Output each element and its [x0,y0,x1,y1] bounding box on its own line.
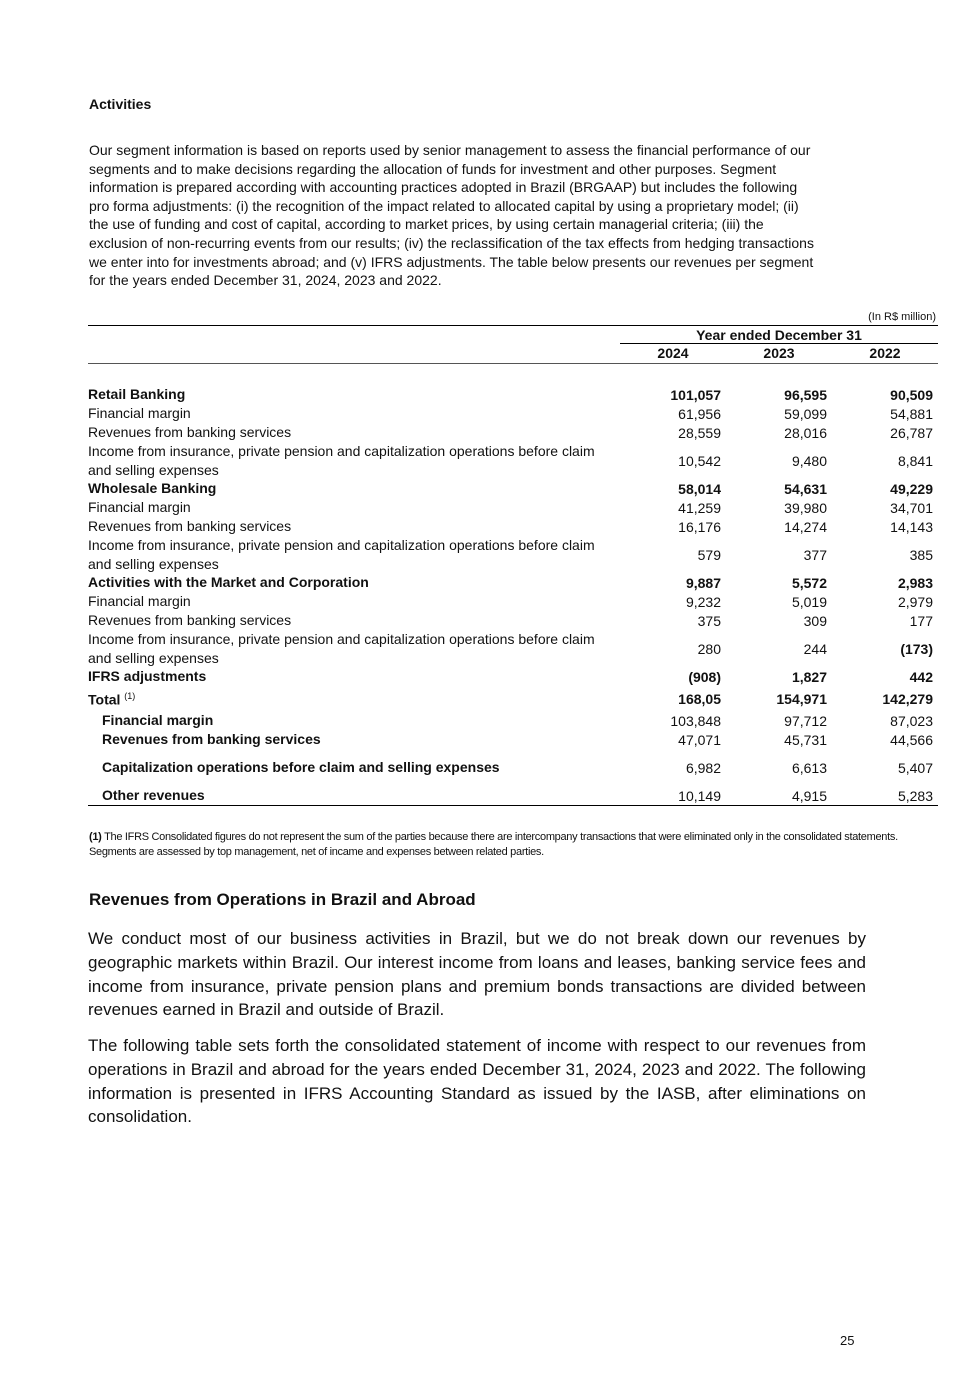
row-label-text: Income from insurance, private pension and capitalization operations before claim and selling expenses [88,443,595,478]
footnote-marker: (1) [89,831,102,843]
table-row [88,749,938,786]
cell-2023: 28,016 [784,424,827,441]
cell-2023: 97,712 [784,712,827,729]
cell-2023: 244 [803,640,827,657]
table-row [88,423,938,442]
row-label [88,385,620,404]
cell-2023: 54,631 [784,480,827,497]
row-label-text: Financial margin [88,405,191,422]
row-label-text: Income from insurance, private pension and capitalization operations before claim and selling expenses [88,631,595,666]
row-label [88,630,620,667]
cell-2023: 14,274 [784,518,827,535]
cell-2023: 9,480 [791,452,827,469]
section-heading: Activities [89,96,152,112]
cell-2023: 4,915 [791,787,827,804]
cell-2024: 41,259 [678,499,721,516]
row-label [88,687,620,709]
cell-2024: (908) [688,668,721,685]
cell-2024: 6,982 [685,759,721,776]
year-group-header: Year ended December 31 [620,326,938,344]
cell-2024: 168,05 [678,690,721,707]
cell-2022: 54,881 [890,405,933,422]
unit-label: (In R$ million) [868,311,936,323]
row-label-text: Financial margin [88,499,191,516]
table-row [88,786,938,805]
cell-2023: 154,971 [776,690,827,707]
table-row [88,536,938,573]
row-label-text: Revenues from banking services [88,518,292,535]
cell-2022: 34,701 [890,499,933,516]
cell-2023: 5,572 [791,574,827,591]
table-body [88,385,938,805]
cell-2024: 103,848 [670,712,721,729]
table-row [88,686,938,711]
table-row [88,573,938,592]
table-row [88,517,938,536]
row-label [88,573,620,592]
cell-2024: 58,014 [678,480,721,497]
cell-2023: 59,099 [784,405,827,422]
cell-2022: 142,279 [882,690,933,707]
row-label-text: Capitalization operations before claim and selling expenses [102,759,500,776]
cell-2022: 87,023 [890,712,933,729]
table-row [88,404,938,423]
row-label [88,479,620,498]
row-label-text: Revenues from banking services [88,612,292,629]
cell-2024: 101,057 [670,386,721,403]
row-label [88,423,620,442]
cell-2022: 2,983 [897,574,933,591]
cell-2024: 9,887 [685,574,721,591]
cell-2022: 14,143 [890,518,933,535]
row-label-text: Other revenues [102,787,205,804]
section-title: Revenues from Operations in Brazil and Abroad [89,890,476,909]
cell-2022: 5,283 [897,787,933,804]
table-row [88,667,938,686]
table-row [88,385,938,404]
row-label-text: Wholesale Banking [88,480,217,497]
row-label [88,730,620,749]
cell-2022: 26,787 [890,424,933,441]
cell-2024: 61,956 [678,405,721,422]
body-paragraph: We conduct most of our business activities in Brazil, but we do not break down our revenues by geographic markets within Brazil. Our interest income from loans and leases, banking service fees and income from insurance, private pension plans and premium bonds transactions are divided between revenues earned in Brazil and outside of Brazil. [88,929,866,1020]
cell-2023: 1,827 [791,668,827,685]
row-label [88,667,620,686]
cell-2024: 28,559 [678,424,721,441]
cell-2022: 49,229 [890,480,933,497]
row-label [88,498,620,517]
cell-2023: 309 [803,612,827,629]
row-label [88,517,620,536]
table-row [88,442,938,479]
cell-2024: 10,149 [678,787,721,804]
footnote-text: The IFRS Consolidated figures do not represent the sum of the parties because there are intercompany transactions that were eliminated only in the consolidated statements. Segments are assessed by top management, net of incame and expenses between related parties. [89,831,898,858]
footnote-reference: (1) [124,691,136,702]
cell-2024: 280 [697,640,721,657]
cell-2022: (173) [900,640,933,657]
cell-2024: 9,232 [685,593,721,610]
table-year-header-row [88,344,938,364]
row-label-text: Financial margin [88,593,191,610]
row-label-text: Financial margin [102,712,214,729]
row-label-text: Total [88,692,121,709]
cell-2024: 47,071 [678,731,721,748]
cell-2023: 377 [803,546,827,563]
page-number: 25 [840,1333,855,1348]
cell-2023: 96,595 [784,386,827,403]
year-header: 2023 [763,345,795,361]
footnote [89,830,939,860]
row-label [88,711,620,730]
cell-2024: 375 [697,612,721,629]
table-row [88,730,938,749]
cell-2022: 5,407 [897,759,933,776]
table-row [88,611,938,630]
row-label-text: Retail Banking [88,386,186,403]
table-row [88,479,938,498]
table-row [88,592,938,611]
row-label [88,404,620,423]
cell-2023: 45,731 [784,731,827,748]
table-row [88,630,938,667]
cell-2023: 5,019 [791,593,827,610]
row-label [88,592,620,611]
cell-2022: 44,566 [890,731,933,748]
cell-2023: 6,613 [791,759,827,776]
intro-paragraph: Our segment information is based on reports used by senior management to assess the financial performance of our segments and to make decisions regarding the allocation of funds for investment and other purposes. Segment information is prepared according with accounting practices adopted in Brazil (BRGAAP) but includes the following pro forma adjustments: (i) the recognition of the impact related to allocated capital by using a proprietary model; (ii) the use of funding and cost of capital, according to market prices, by using certain managerial criteria; (iii) the exclusion of non-recurring events from our results; (iv) the reclassification of the tax effects from hedging transactions we enter into for investments abroad; and (v) IFRS adjustments. The table below presents our revenues per segment for the years ended December 31, 2024, 2023 and 2022. [89,142,814,289]
row-label-text: Revenues from banking services [88,424,292,441]
row-label [88,758,620,777]
cell-2024: 579 [697,546,721,563]
row-label [88,786,620,805]
cell-2022: 8,841 [897,452,933,469]
body-paragraph: The following table sets forth the consolidated statement of income with respect to our revenues from operations in Brazil and abroad for the years ended December 31, 2024, 2023 and 2022. The following information is presented in IFRS Accounting Standard as issued by the IASB, after eliminations on consolidation. [88,1036,866,1127]
year-header: 2024 [657,345,689,361]
cell-2024: 10,542 [678,452,721,469]
cell-2022: 442 [909,668,933,685]
table-row [88,498,938,517]
row-label-text: Income from insurance, private pension and capitalization operations before claim and selling expenses [88,537,595,572]
row-label [88,442,620,479]
row-label [88,536,620,573]
cell-2024: 16,176 [678,518,721,535]
segment-revenue-table [88,325,938,806]
row-label-text: Revenues from banking services [102,731,321,748]
table-group-header-row [88,326,938,344]
row-label [88,611,620,630]
cell-2022: 177 [909,612,933,629]
cell-2022: 2,979 [897,593,933,610]
cell-2023: 39,980 [784,499,827,516]
cell-2022: 90,509 [890,386,933,403]
year-header: 2022 [869,345,901,361]
row-label-text: IFRS adjustments [88,668,207,685]
cell-2022: 385 [909,546,933,563]
row-label-text: Activities with the Market and Corporation [88,574,369,591]
table-row [88,711,938,730]
